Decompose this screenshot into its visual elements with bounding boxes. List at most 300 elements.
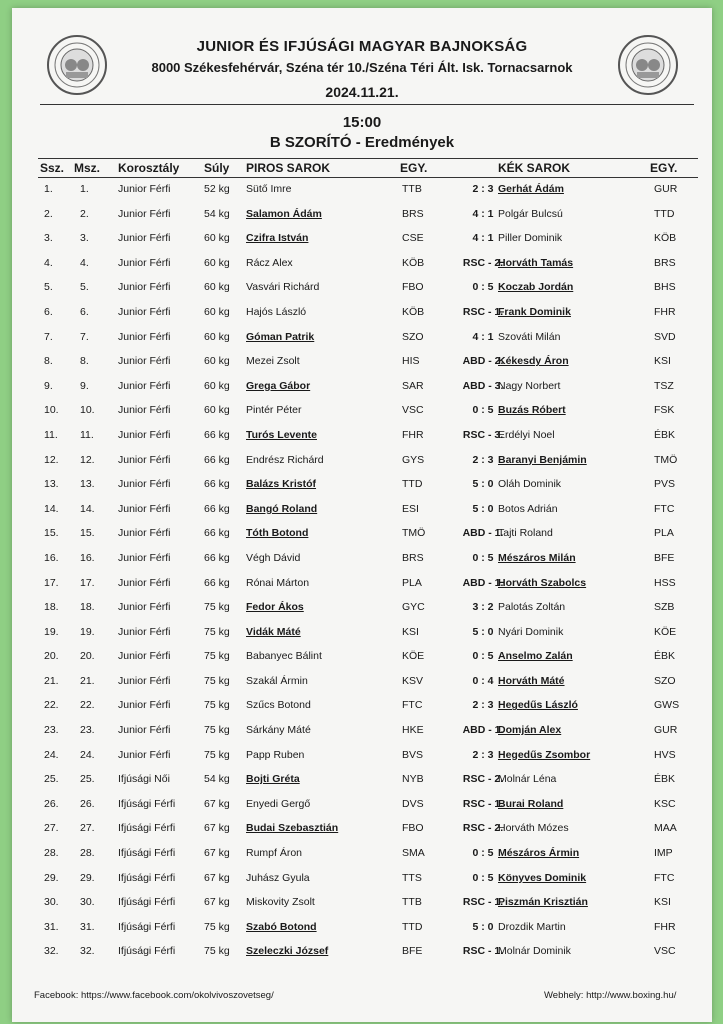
cell-weight: 66 kg xyxy=(204,576,230,589)
cell-msz: 2. xyxy=(80,207,89,220)
cell-ssz: 9. xyxy=(44,379,53,392)
cell-weight: 75 kg xyxy=(204,601,230,614)
cell-blue-boxer: Hegedűs Zsombor xyxy=(498,748,591,761)
cell-blue-club: GUR xyxy=(654,183,678,195)
cell-red-boxer: Endrész Richárd xyxy=(246,453,324,466)
cell-blue-boxer: Horváth Szabolcs xyxy=(498,576,587,589)
cell-msz: 15. xyxy=(80,527,95,540)
event-date: 2024.11.21. xyxy=(325,84,399,100)
cell-result: RSC - 1. xyxy=(462,896,504,909)
cell-msz: 25. xyxy=(80,773,95,786)
cell-blue-club: KSI xyxy=(654,896,671,909)
cell-red-boxer: Végh Dávid xyxy=(246,551,301,564)
cell-weight: 60 kg xyxy=(204,281,230,294)
cell-ssz: 19. xyxy=(44,625,59,638)
cell-red-club: TMÖ xyxy=(402,527,426,540)
cell-result: 0 : 5 xyxy=(472,281,494,294)
cell-age-group: Junior Férfi xyxy=(118,207,171,220)
cell-blue-boxer: Molnár Dominik xyxy=(498,945,571,958)
cell-result: 0 : 5 xyxy=(472,404,494,417)
cell-result: 5 : 0 xyxy=(472,502,494,515)
cell-weight: 67 kg xyxy=(204,871,230,884)
cell-msz: 4. xyxy=(80,256,89,269)
cell-blue-boxer: Piller Dominik xyxy=(498,232,563,245)
cell-red-boxer: Mezei Zsolt xyxy=(246,355,300,368)
cell-blue-boxer: Drozdik Martin xyxy=(498,920,566,933)
cell-blue-boxer: Kékesdy Áron xyxy=(498,355,569,368)
cell-ssz: 20. xyxy=(44,650,59,663)
cell-red-club: TTB xyxy=(402,183,422,195)
cell-red-club: KÖE xyxy=(402,650,425,663)
table-row xyxy=(38,670,698,695)
cell-age-group: Ifjúsági Női xyxy=(118,773,170,786)
table-row xyxy=(38,203,698,228)
cell-blue-boxer: Burai Roland xyxy=(498,797,564,810)
cell-msz: 21. xyxy=(80,674,95,687)
cell-blue-club: SVD xyxy=(654,330,676,343)
cell-msz: 20. xyxy=(80,650,95,663)
cell-weight: 75 kg xyxy=(204,650,230,663)
cell-blue-club: BRS xyxy=(654,256,676,269)
cell-red-club: DVS xyxy=(402,797,424,810)
cell-red-boxer: Szabó Botond xyxy=(246,920,317,933)
cell-blue-club: ÉBK xyxy=(654,773,676,786)
table-row xyxy=(38,301,698,326)
cell-blue-boxer: Horváth Máté xyxy=(498,674,565,687)
cell-result: 2 : 3 xyxy=(472,699,494,712)
cell-result: RSC - 2. xyxy=(462,256,504,269)
cell-red-club: SMA xyxy=(402,847,425,860)
cell-age-group: Junior Férfi xyxy=(118,748,171,761)
cell-result: RSC - 1. xyxy=(462,305,504,318)
cell-red-boxer: Szeleczki József xyxy=(246,945,329,958)
table-row xyxy=(38,719,698,744)
cell-red-club: CSE xyxy=(402,232,424,245)
cell-blue-boxer: Horváth Tamás xyxy=(498,256,574,269)
table-row xyxy=(38,694,698,719)
cell-weight: 54 kg xyxy=(204,773,230,786)
cell-blue-club: MAA xyxy=(654,822,677,835)
cell-msz: 29. xyxy=(80,871,95,884)
cell-weight: 67 kg xyxy=(204,797,230,810)
cell-blue-boxer: Tajti Roland xyxy=(498,527,553,540)
cell-red-club: FHR xyxy=(402,428,424,441)
cell-red-boxer: Rónai Márton xyxy=(246,576,310,589)
venue-address: 8000 Székesfehérvár, Széna tér 10./Széna Téri Ált. Isk. Tornacsarnok xyxy=(151,60,573,75)
table-row xyxy=(38,326,698,351)
cell-weight: 60 kg xyxy=(204,256,230,269)
cell-weight: 52 kg xyxy=(204,183,230,195)
cell-weight: 54 kg xyxy=(204,207,230,220)
cell-msz: 11. xyxy=(80,428,94,441)
cell-ssz: 2. xyxy=(44,207,53,220)
cell-age-group: Junior Férfi xyxy=(118,256,171,269)
cell-red-club: BRS xyxy=(402,551,424,564)
cell-red-boxer: Czifra István xyxy=(246,232,309,245)
cell-age-group: Junior Férfi xyxy=(118,601,171,614)
col-weight: Súly xyxy=(204,161,230,175)
cell-red-boxer: Bojti Gréta xyxy=(246,773,300,786)
cell-blue-boxer: Szováti Milán xyxy=(498,330,561,343)
cell-ssz: 1. xyxy=(44,183,53,195)
cell-red-club: KSI xyxy=(402,625,419,638)
cell-blue-club: FSK xyxy=(654,404,675,417)
cell-msz: 12. xyxy=(80,453,95,466)
cell-blue-club: KÖE xyxy=(654,625,677,638)
cell-red-boxer: Turós Levente xyxy=(246,428,317,441)
cell-blue-club: FTC xyxy=(654,871,675,884)
cell-red-club: BRS xyxy=(402,207,424,220)
cell-blue-club: VSC xyxy=(654,945,676,958)
col-red-club: EGY. xyxy=(400,161,428,175)
cell-weight: 60 kg xyxy=(204,355,230,368)
cell-ssz: 10. xyxy=(44,404,59,417)
cell-blue-boxer: Domján Alex xyxy=(498,724,562,737)
cell-result: 0 : 5 xyxy=(472,847,494,860)
table-row xyxy=(38,252,698,277)
cell-red-boxer: Vidák Máté xyxy=(246,625,301,638)
cell-red-boxer: Hajós László xyxy=(246,305,307,318)
cell-red-boxer: Enyedi Gergő xyxy=(246,797,311,810)
cell-red-club: NYB xyxy=(402,773,424,786)
cell-red-club: GYS xyxy=(402,453,425,466)
cell-red-club: SZO xyxy=(402,330,424,343)
cell-ssz: 26. xyxy=(44,797,59,810)
cell-red-club: VSC xyxy=(402,404,424,417)
table-row xyxy=(38,744,698,769)
cell-blue-club: FTC xyxy=(654,502,675,515)
cell-age-group: Junior Férfi xyxy=(118,281,171,294)
cell-msz: 5. xyxy=(80,281,89,294)
cell-weight: 75 kg xyxy=(204,748,230,761)
table-row xyxy=(38,276,698,301)
cell-msz: 27. xyxy=(80,822,95,835)
cell-ssz: 23. xyxy=(44,724,59,737)
table-row xyxy=(38,867,698,892)
cell-ssz: 3. xyxy=(44,232,53,245)
cell-msz: 10. xyxy=(80,404,95,417)
cell-ssz: 27. xyxy=(44,822,59,835)
results-table xyxy=(38,158,698,965)
table-header xyxy=(38,158,698,178)
cell-red-club: HIS xyxy=(402,355,420,368)
cell-msz: 14. xyxy=(80,502,95,515)
cell-red-club: TTD xyxy=(402,478,423,491)
cell-ssz: 29. xyxy=(44,871,59,884)
cell-red-club: TTB xyxy=(402,896,422,909)
table-row xyxy=(38,793,698,818)
cell-red-club: HKE xyxy=(402,724,424,737)
cell-result: 5 : 0 xyxy=(472,625,494,638)
cell-red-club: BVS xyxy=(402,748,424,761)
cell-result: RSC - 2. xyxy=(462,773,504,786)
results-sheet xyxy=(12,8,712,1022)
cell-weight: 60 kg xyxy=(204,305,230,318)
cell-blue-boxer: Oláh Dominik xyxy=(498,478,562,491)
table-row xyxy=(38,399,698,424)
table-body xyxy=(38,178,698,965)
cell-red-club: KSV xyxy=(402,674,424,687)
cell-age-group: Junior Férfi xyxy=(118,527,171,540)
cell-age-group: Junior Férfi xyxy=(118,551,171,564)
cell-blue-boxer: Buzás Róbert xyxy=(498,404,566,417)
cell-red-boxer: Papp Ruben xyxy=(246,748,305,761)
cell-blue-club: SZO xyxy=(654,674,676,687)
cell-blue-club: IMP xyxy=(654,847,673,860)
cell-red-boxer: Rumpf Áron xyxy=(246,847,303,860)
cell-result: 0 : 5 xyxy=(472,650,494,663)
cell-blue-club: PLA xyxy=(654,527,674,540)
cell-weight: 75 kg xyxy=(204,699,230,712)
cell-age-group: Junior Férfi xyxy=(118,330,171,343)
cell-blue-club: SZB xyxy=(654,601,675,614)
table-row xyxy=(38,449,698,474)
cell-result: ABD - 1. xyxy=(462,576,504,589)
cell-result: 4 : 1 xyxy=(472,330,494,343)
cell-blue-club: ÉBK xyxy=(654,650,676,663)
table-row xyxy=(38,375,698,400)
cell-result: RSC - 1. xyxy=(462,945,504,958)
cell-age-group: Junior Férfi xyxy=(118,232,171,245)
cell-blue-boxer: Palotás Zoltán xyxy=(498,601,566,614)
cell-weight: 66 kg xyxy=(204,551,230,564)
cell-result: 0 : 5 xyxy=(472,551,494,564)
cell-ssz: 15. xyxy=(44,527,59,540)
cell-weight: 60 kg xyxy=(204,404,230,417)
cell-age-group: Junior Férfi xyxy=(118,379,171,392)
cell-blue-boxer: Könyves Dominik xyxy=(498,871,587,884)
table-header-line xyxy=(38,158,698,159)
cell-age-group: Junior Férfi xyxy=(118,404,171,417)
cell-red-boxer: Grega Gábor xyxy=(246,379,311,392)
cell-blue-club: ÉBK xyxy=(654,428,676,441)
cell-result: 0 : 4 xyxy=(472,674,494,687)
cell-red-boxer: Budai Szebasztián xyxy=(246,822,339,835)
cell-red-boxer: Salamon Ádám xyxy=(246,207,322,220)
cell-blue-boxer: Polgár Bulcsú xyxy=(498,207,563,220)
cell-red-club: FBO xyxy=(402,281,424,294)
cell-result: RSC - 2. xyxy=(462,822,504,835)
table-row xyxy=(38,350,698,375)
cell-red-boxer: Bangó Roland xyxy=(246,502,318,515)
cell-red-boxer: Miskovity Zsolt xyxy=(246,896,315,909)
cell-msz: 26. xyxy=(80,797,95,810)
cell-msz: 19. xyxy=(80,625,95,638)
cell-red-club: SAR xyxy=(402,379,424,392)
cell-blue-boxer: Erdélyi Noel xyxy=(498,428,555,441)
cell-age-group: Ifjúsági Férfi xyxy=(118,797,176,810)
cell-red-boxer: Pintér Péter xyxy=(246,404,302,417)
cell-msz: 3. xyxy=(80,232,89,245)
table-row xyxy=(38,424,698,449)
cell-result: RSC - 1. xyxy=(462,797,504,810)
cell-blue-club: KSC xyxy=(654,797,676,810)
cell-blue-club: TTD xyxy=(654,207,675,220)
cell-blue-boxer: Mészáros Milán xyxy=(498,551,576,564)
cell-red-boxer: Sütő Imre xyxy=(246,183,292,195)
cell-result: 0 : 5 xyxy=(472,871,494,884)
cell-ssz: 14. xyxy=(44,502,59,515)
cell-red-boxer: Szakál Ármin xyxy=(246,674,308,687)
cell-weight: 67 kg xyxy=(204,822,230,835)
cell-msz: 30. xyxy=(80,896,95,909)
cell-blue-club: TMÖ xyxy=(654,453,678,466)
cell-msz: 32. xyxy=(80,945,95,958)
cell-result: 2 : 3 xyxy=(472,748,494,761)
cell-red-club: FBO xyxy=(402,822,424,835)
cell-weight: 75 kg xyxy=(204,625,230,638)
cell-msz: 31. xyxy=(80,920,95,933)
website-link[interactable]: Webhely: http://www.boxing.hu/ xyxy=(544,990,677,1001)
cell-ssz: 31. xyxy=(44,920,59,933)
cell-blue-club: TSZ xyxy=(654,379,674,392)
cell-msz: 6. xyxy=(80,305,89,318)
cell-result: ABD - 2. xyxy=(462,355,504,368)
table-row xyxy=(38,498,698,523)
cell-msz: 9. xyxy=(80,379,89,392)
cell-age-group: Junior Férfi xyxy=(118,305,171,318)
cell-ssz: 21. xyxy=(44,674,59,687)
cell-age-group: Junior Férfi xyxy=(118,625,171,638)
col-blue-corner: KÉK SAROK xyxy=(498,161,571,175)
cell-blue-boxer: Koczab Jordán xyxy=(498,281,574,294)
table-row xyxy=(38,473,698,498)
cell-blue-boxer: Mészáros Ármin xyxy=(498,847,580,860)
cell-red-club: KÖB xyxy=(402,305,425,318)
cell-age-group: Ifjúsági Férfi xyxy=(118,896,176,909)
cell-result: 2 : 3 xyxy=(472,453,494,466)
cell-weight: 60 kg xyxy=(204,232,230,245)
cell-age-group: Junior Férfi xyxy=(118,699,171,712)
cell-weight: 75 kg xyxy=(204,724,230,737)
table-row xyxy=(38,621,698,646)
cell-blue-boxer: Gerhát Ádám xyxy=(498,183,564,195)
cell-age-group: Junior Férfi xyxy=(118,576,171,589)
cell-red-club: GYC xyxy=(402,601,425,614)
cell-blue-club: HVS xyxy=(654,748,676,761)
cell-weight: 75 kg xyxy=(204,945,230,958)
col-ssz: Ssz. xyxy=(40,161,65,175)
col-age-group: Korosztály xyxy=(118,161,180,175)
cell-msz: 16. xyxy=(80,551,95,564)
header-divider xyxy=(40,104,694,105)
cell-red-boxer: Juhász Gyula xyxy=(246,871,310,884)
table-row xyxy=(38,572,698,597)
cell-age-group: Junior Férfi xyxy=(118,650,171,663)
cell-blue-club: GWS xyxy=(654,699,680,712)
cell-blue-club: KÖB xyxy=(654,232,677,245)
cell-red-boxer: Sárkány Máté xyxy=(246,724,311,737)
cell-age-group: Junior Férfi xyxy=(118,724,171,737)
cell-blue-boxer: Frank Dominik xyxy=(498,305,571,318)
cell-ssz: 8. xyxy=(44,355,53,368)
col-red-corner: PIROS SAROK xyxy=(246,161,331,175)
cell-red-club: PLA xyxy=(402,576,422,589)
cell-age-group: Junior Férfi xyxy=(118,355,171,368)
cell-age-group: Ifjúsági Férfi xyxy=(118,945,176,958)
cell-result: 5 : 0 xyxy=(472,478,494,491)
cell-blue-boxer: Botos Adrián xyxy=(498,502,558,515)
cell-result: 4 : 1 xyxy=(472,232,494,245)
cell-red-boxer: Rácz Alex xyxy=(246,256,293,269)
table-row xyxy=(38,645,698,670)
cell-blue-club: BFE xyxy=(654,551,675,564)
table-row xyxy=(38,178,698,203)
table-row xyxy=(38,842,698,867)
cell-msz: 7. xyxy=(80,330,89,343)
cell-weight: 67 kg xyxy=(204,896,230,909)
cell-msz: 28. xyxy=(80,847,95,860)
table-row xyxy=(38,547,698,572)
table-row xyxy=(38,891,698,916)
cell-blue-club: PVS xyxy=(654,478,676,491)
cell-ssz: 5. xyxy=(44,281,53,294)
cell-age-group: Ifjúsági Férfi xyxy=(118,871,176,884)
cell-msz: 1. xyxy=(80,183,89,195)
cell-red-boxer: Tóth Botond xyxy=(246,527,309,540)
cell-weight: 60 kg xyxy=(204,379,230,392)
cell-blue-boxer: Horváth Mózes xyxy=(498,822,569,835)
cell-weight: 75 kg xyxy=(204,674,230,687)
table-row xyxy=(38,940,698,965)
cell-ssz: 32. xyxy=(44,945,59,958)
cell-weight: 60 kg xyxy=(204,330,230,343)
cell-weight: 67 kg xyxy=(204,847,230,860)
cell-age-group: Ifjúsági Férfi xyxy=(118,822,176,835)
cell-result: 5 : 0 xyxy=(472,920,494,933)
cell-red-boxer: Balázs Kristóf xyxy=(246,478,317,491)
cell-red-boxer: Babanyec Bálint xyxy=(246,650,322,663)
cell-blue-boxer: Baranyi Benjámin xyxy=(498,453,587,466)
col-msz: Msz. xyxy=(74,161,101,175)
cell-ssz: 6. xyxy=(44,305,53,318)
facebook-link[interactable]: Facebook: https://www.facebook.com/okolvivoszovetseg/ xyxy=(34,990,274,1001)
cell-msz: 22. xyxy=(80,699,95,712)
cell-ssz: 30. xyxy=(44,896,59,909)
cell-ssz: 13. xyxy=(44,478,59,491)
table-row xyxy=(38,817,698,842)
cell-age-group: Junior Férfi xyxy=(118,453,171,466)
cell-blue-boxer: Molnár Léna xyxy=(498,773,557,786)
cell-weight: 66 kg xyxy=(204,527,230,540)
cell-weight: 66 kg xyxy=(204,453,230,466)
cell-red-boxer: Vasvári Richárd xyxy=(246,281,320,294)
cell-weight: 75 kg xyxy=(204,920,230,933)
cell-age-group: Ifjúsági Férfi xyxy=(118,847,176,860)
cell-ssz: 16. xyxy=(44,551,59,564)
cell-ssz: 24. xyxy=(44,748,59,761)
cell-blue-club: FHR xyxy=(654,305,676,318)
cell-msz: 13. xyxy=(80,478,95,491)
cell-red-club: ESI xyxy=(402,502,419,515)
cell-red-club: TTD xyxy=(402,920,423,933)
cell-blue-boxer: Piszmán Krisztián xyxy=(498,896,588,909)
table-row xyxy=(38,227,698,252)
cell-blue-club: HSS xyxy=(654,576,676,589)
cell-red-club: BFE xyxy=(402,945,423,958)
cell-blue-club: FHR xyxy=(654,920,676,933)
cell-ssz: 17. xyxy=(44,576,59,589)
cell-blue-boxer: Anselmo Zalán xyxy=(498,650,573,663)
cell-weight: 66 kg xyxy=(204,478,230,491)
cell-blue-club: BHS xyxy=(654,281,676,294)
cell-blue-boxer: Nyári Dominik xyxy=(498,625,564,638)
cell-blue-boxer: Nagy Norbert xyxy=(498,379,561,392)
cell-result: RSC - 3. xyxy=(462,428,504,441)
cell-age-group: Ifjúsági Férfi xyxy=(118,920,176,933)
cell-ssz: 7. xyxy=(44,330,53,343)
cell-msz: 18. xyxy=(80,601,95,614)
